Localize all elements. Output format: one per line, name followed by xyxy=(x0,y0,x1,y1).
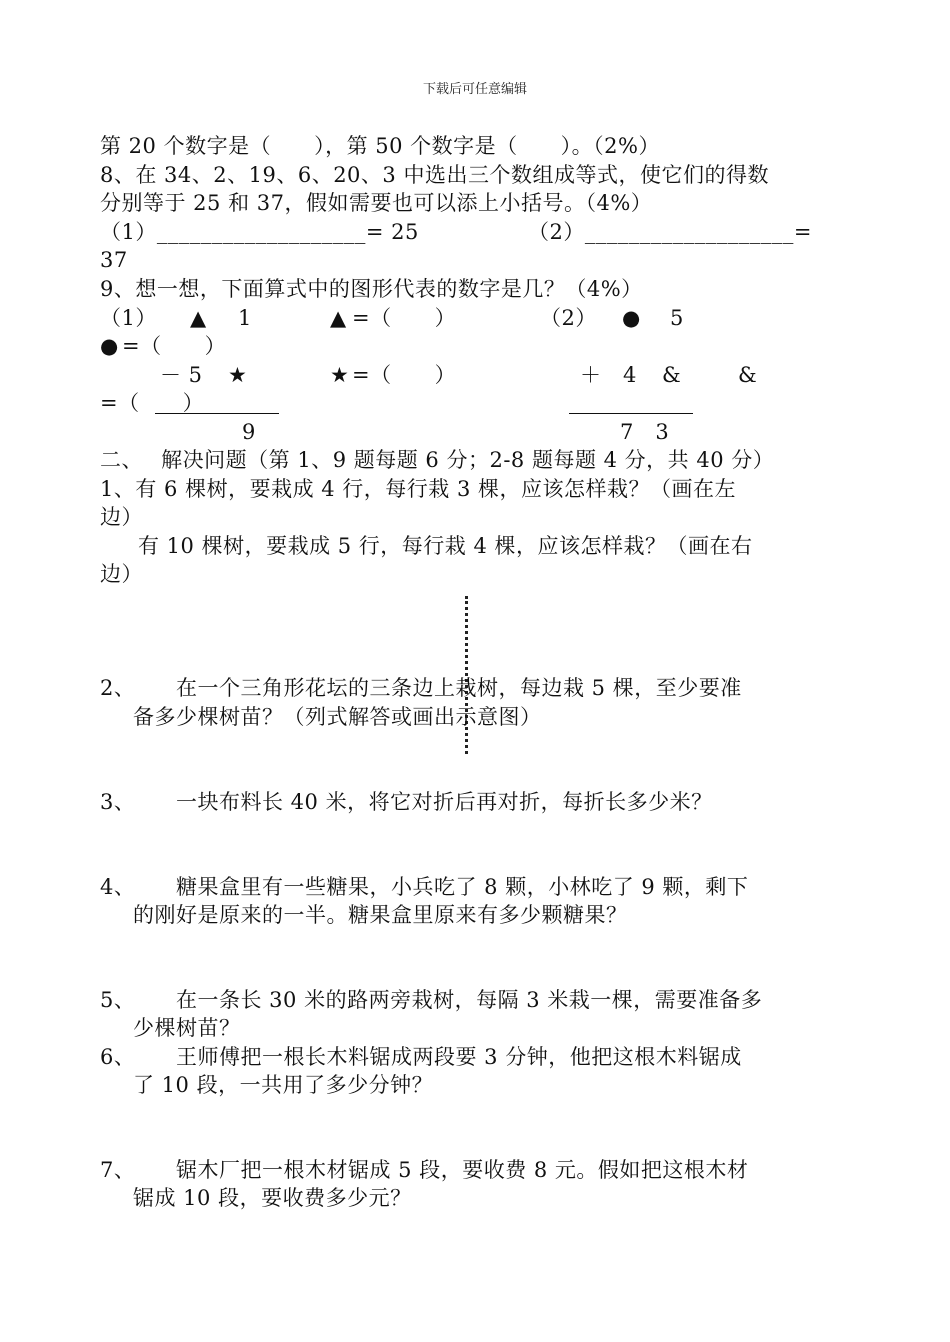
question-3-line-1: 一块布料长 40 米，将它对折后再对折，每折长多少米？ xyxy=(176,790,713,814)
puzzle-2-digit: 5 xyxy=(670,306,684,330)
question-3-number: 3、 xyxy=(100,790,136,814)
ampersand-answer: =（ ） xyxy=(100,391,205,415)
triangle-icon: ▲ xyxy=(190,306,207,330)
page-header-watermark: 下载后可任意编辑 xyxy=(422,82,527,97)
question-2-line-2: 备多少棵树苗？（列式解答或画出示意图） xyxy=(133,705,542,729)
question-8-part-2-result: 37 xyxy=(100,248,128,272)
question-4-number: 4、 xyxy=(100,875,136,899)
puzzle-2-plus: ＋ 4 xyxy=(580,363,637,387)
question-7-number: 7、 xyxy=(100,1158,136,1182)
puzzle-1-sum-line xyxy=(155,413,279,414)
puzzle-1-minus: － 5 xyxy=(160,363,203,387)
question-1-line-2: 边） xyxy=(100,505,143,529)
puzzle-1-label: （1） xyxy=(100,306,157,330)
triangle-icon: ▲ xyxy=(330,306,347,330)
question-7-line-2: 锯成 10 段，要收费多少元？ xyxy=(133,1186,412,1210)
circle-icon: ● xyxy=(622,306,641,330)
puzzle-2-label: （2） xyxy=(540,306,597,330)
star-icon: ★ xyxy=(228,363,247,387)
question-7-line-1: 锯木厂把一根木材锯成 5 段，要收费 8 元。假如把这根木材 xyxy=(176,1158,749,1182)
question-1-line-3: 有 10 棵树，要栽成 5 行，每行栽 4 棵，应该怎样栽？（画在右 xyxy=(138,534,753,558)
question-1-line-4: 边） xyxy=(100,562,143,586)
question-1-line-1: 1、有 6 棵树，要栽成 4 行，每行栽 3 棵，应该怎样栽？（画在左 xyxy=(100,477,736,501)
puzzle-1-digit: 1 xyxy=(238,306,252,330)
circle-answer: =（ ） xyxy=(122,334,227,358)
star-icon: ★ xyxy=(330,363,349,387)
puzzle-2-result: 7 3 xyxy=(620,420,670,444)
question-8-part-1: （1）___________________= 25 xyxy=(100,220,419,244)
question-2-line-1: 在一个三角形花坛的三条边上栽树，每边栽 5 棵，至少要准 xyxy=(176,676,742,700)
question-8-part-2: （2）___________________= xyxy=(528,220,812,244)
star-answer: =（ ） xyxy=(352,363,457,387)
puzzle-2-ampersand: & xyxy=(662,363,682,387)
question-4-line-2: 的刚好是原来的一半。糖果盒里原来有多少颗糖果？ xyxy=(133,903,628,927)
circle-icon: ● xyxy=(100,334,119,358)
section-2-heading: 二、 解决问题（第 1、9 题每题 6 分；2-8 题每题 4 分，共 40 分） xyxy=(100,448,775,472)
puzzle-2-sum-line xyxy=(569,413,693,414)
question-8-line-2: 分别等于 25 和 37，假如需要也可以添上小括号。（4%） xyxy=(100,191,653,215)
line-q7-answer-blanks: 第 20 个数字是（ ），第 50 个数字是（ ）。（2%） xyxy=(100,134,660,158)
question-4-line-1: 糖果盒里有一些糖果，小兵吃了 8 颗，小林吃了 9 颗，剩下 xyxy=(176,875,749,899)
question-8-line-1: 8、在 34、2、19、6、20、3 中选出三个数组成等式，使它们的得数 xyxy=(100,163,769,187)
puzzle-1-result: 9 xyxy=(242,420,256,444)
question-6-line-2: 了 10 段，一共用了多少分钟？ xyxy=(133,1073,434,1097)
question-5-line-2: 少棵树苗？ xyxy=(133,1016,241,1040)
question-6-number: 6、 xyxy=(100,1045,136,1069)
question-5-number: 5、 xyxy=(100,988,136,1012)
question-2-number: 2、 xyxy=(100,676,136,700)
question-6-line-1: 王师傅把一根长木料锯成两段要 3 分钟，他把这根木料锯成 xyxy=(176,1045,742,1069)
question-5-line-1: 在一条长 30 米的路两旁栽树，每隔 3 米栽一棵，需要准备多 xyxy=(176,988,763,1012)
question-9-title: 9、想一想，下面算式中的图形代表的数字是几？（4%） xyxy=(100,277,643,301)
triangle-answer: =（ ） xyxy=(352,306,457,330)
puzzle-2-ampersand-label: & xyxy=(738,363,758,387)
